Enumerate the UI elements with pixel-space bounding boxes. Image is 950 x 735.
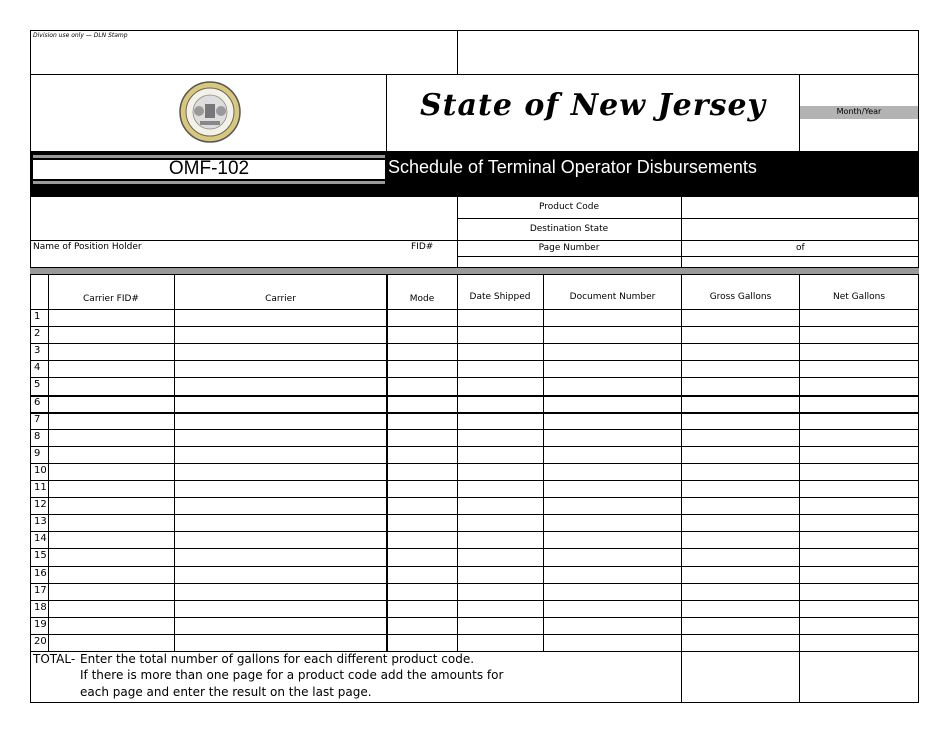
carrier-fid-cell[interactable] [49,464,174,480]
gross-gallons-cell[interactable] [682,584,799,600]
mode-cell[interactable] [388,413,457,429]
carrier-fid-cell[interactable] [49,430,174,446]
state-seal-icon [178,80,242,144]
net-gallons-cell[interactable] [800,378,918,394]
date-shipped-cell[interactable] [458,635,543,651]
mode-cell[interactable] [388,464,457,480]
row-number: 5 [34,379,41,391]
row-divider [30,617,919,618]
col-header-date-shipped: Date Shipped [469,292,531,302]
date-shipped-cell[interactable] [458,327,543,343]
mode-cell[interactable] [388,430,457,446]
mode-cell[interactable] [388,361,457,377]
carrier-fid-cell[interactable] [49,396,174,412]
date-shipped-cell[interactable] [458,515,543,531]
carrier-fid-cell[interactable] [49,498,174,514]
of-label: of [796,243,805,253]
gross-gallons-cell[interactable] [682,464,799,480]
date-shipped-cell[interactable] [458,498,543,514]
document-number-cell[interactable] [544,515,681,531]
date-shipped-cell[interactable] [458,378,543,394]
carrier-cell[interactable] [175,618,386,634]
carrier-fid-cell[interactable] [49,635,174,651]
row-number: 3 [34,345,41,357]
month-year-field[interactable] [800,120,918,150]
document-number-cell[interactable] [544,498,681,514]
banner-gray-stripe-bottom [33,181,385,184]
gross-gallons-cell[interactable] [682,635,799,651]
net-gallons-cell[interactable] [800,361,918,377]
document-number-cell[interactable] [544,584,681,600]
carrier-cell[interactable] [175,584,386,600]
mode-cell[interactable] [388,549,457,565]
mode-cell[interactable] [388,567,457,583]
carrier-fid-cell[interactable] [49,515,174,531]
row-divider [30,480,919,481]
net-gallons-cell[interactable] [800,515,918,531]
carrier-cell[interactable] [175,378,386,394]
date-shipped-cell[interactable] [458,549,543,565]
carrier-fid-cell[interactable] [49,378,174,394]
row-number: 9 [34,447,41,459]
carrier-cell[interactable] [175,601,386,617]
carrier-cell[interactable] [175,447,386,463]
net-gallons-cell[interactable] [800,430,918,446]
col-header-carrier: Carrier [265,294,296,304]
row-divider [30,360,919,361]
carrier-fid-cell[interactable] [49,447,174,463]
row-divider [30,634,919,635]
mode-cell[interactable] [388,378,457,394]
gross-gallons-cell[interactable] [682,361,799,377]
gross-gallons-cell[interactable] [682,481,799,497]
date-shipped-cell[interactable] [458,430,543,446]
product-code-field[interactable] [682,197,918,218]
mode-cell[interactable] [388,327,457,343]
carrier-fid-cell[interactable] [49,618,174,634]
product-code-label: Product Code [538,202,600,212]
net-gallons-cell[interactable] [800,635,918,651]
division-note: Division use only — DLN Stamp [33,32,128,39]
row-divider [30,429,919,430]
carrier-fid-cell[interactable] [49,549,174,565]
destination-state-field[interactable] [682,219,918,240]
net-gallons-cell[interactable] [800,498,918,514]
carrier-cell[interactable] [175,567,386,583]
net-gallons-cell[interactable] [800,584,918,600]
carrier-fid-cell[interactable] [49,310,174,326]
page-number-field[interactable] [682,241,792,256]
row-number: 17 [34,584,47,596]
document-number-cell[interactable] [544,327,681,343]
mode-cell[interactable] [388,310,457,326]
row-divider [30,583,919,584]
gross-gallons-cell[interactable] [682,430,799,446]
row-number: 8 [34,430,41,442]
document-number-cell[interactable] [544,344,681,360]
row-divider [30,395,919,397]
info-divider [30,240,458,241]
document-number-cell[interactable] [544,635,681,651]
row-number: 11 [34,482,47,493]
total-instruction-1: Enter the total number of gallons for each different product code. [80,652,475,666]
col-header-gross-gallons: Gross Gallons [709,292,772,302]
document-number-cell[interactable] [544,413,681,429]
gross-gallons-cell[interactable] [682,498,799,514]
date-shipped-cell[interactable] [458,310,543,326]
document-number-cell[interactable] [544,618,681,634]
document-number-cell[interactable] [544,567,681,583]
row-number: 6 [34,396,41,408]
total-instruction-3: each page and enter the result on the last page. [80,685,372,699]
carrier-fid-cell[interactable] [49,601,174,617]
row-number: 16 [34,567,47,579]
carrier-fid-cell[interactable] [49,344,174,360]
document-number-cell[interactable] [544,378,681,394]
net-gallons-cell[interactable] [800,413,918,429]
gross-gallons-cell[interactable] [682,601,799,617]
row-number: 18 [34,601,47,613]
total-gross-gallons-field[interactable] [682,652,799,702]
row-divider [30,600,919,601]
top-right-box [457,30,919,75]
document-number-cell[interactable] [544,310,681,326]
state-title: State of New Jersey [420,88,766,123]
document-number-cell[interactable] [544,464,681,480]
gross-gallons-cell[interactable] [682,396,799,412]
row-divider [30,514,919,515]
date-shipped-cell[interactable] [458,601,543,617]
gross-gallons-cell[interactable] [682,344,799,360]
mode-cell[interactable] [388,447,457,463]
row-number: 1 [34,311,41,322]
position-holder-label: Name of Position Holder [33,242,142,252]
gross-gallons-cell[interactable] [682,532,799,548]
row-number: 12 [34,499,47,511]
date-shipped-cell[interactable] [458,567,543,583]
mode-cell[interactable] [388,618,457,634]
carrier-cell[interactable] [175,549,386,565]
row-number: 20 [34,635,47,647]
mode-cell[interactable] [388,601,457,617]
date-shipped-cell[interactable] [458,464,543,480]
page-total-field[interactable] [810,241,918,256]
row-divider [30,412,919,414]
net-gallons-cell[interactable] [800,549,918,565]
date-shipped-cell[interactable] [458,361,543,377]
carrier-cell[interactable] [175,327,386,343]
row-divider [30,566,919,567]
mode-cell[interactable] [388,396,457,412]
row-number: 13 [34,516,47,528]
net-gallons-cell[interactable] [800,327,918,343]
row-divider [30,326,919,327]
carrier-fid-cell[interactable] [49,532,174,548]
carrier-fid-cell[interactable] [49,567,174,583]
carrier-cell[interactable] [175,396,386,412]
carrier-fid-cell[interactable] [49,413,174,429]
mode-cell[interactable] [388,481,457,497]
net-gallons-cell[interactable] [800,601,918,617]
total-label: TOTAL- [33,652,76,666]
carrier-fid-cell[interactable] [49,327,174,343]
carrier-cell[interactable] [175,515,386,531]
date-shipped-cell[interactable] [458,413,543,429]
form-number: OMF-102 [168,158,250,179]
row-divider [30,446,919,447]
month-year-label: Month/Year [836,107,882,116]
date-shipped-cell[interactable] [458,344,543,360]
net-gallons-cell[interactable] [800,618,918,634]
document-number-cell[interactable] [544,532,681,548]
mode-cell[interactable] [388,635,457,651]
carrier-cell[interactable] [175,635,386,651]
carrier-fid-cell[interactable] [49,584,174,600]
document-number-cell[interactable] [544,549,681,565]
page-number-label: Page Number [538,243,600,253]
date-shipped-cell[interactable] [458,396,543,412]
gross-gallons-cell[interactable] [682,378,799,394]
col-header-document-number: Document Number [569,292,656,302]
net-gallons-cell[interactable] [800,464,918,480]
gross-gallons-cell[interactable] [682,549,799,565]
date-shipped-cell[interactable] [458,532,543,548]
gross-gallons-cell[interactable] [682,618,799,634]
row-number: 4 [34,362,41,374]
mode-cell[interactable] [388,532,457,548]
carrier-cell[interactable] [175,464,386,480]
form-title: Schedule of Terminal Operator Disbursements [388,157,757,177]
row-number: 14 [34,533,47,545]
mode-cell[interactable] [388,344,457,360]
mode-cell[interactable] [388,584,457,600]
document-number-cell[interactable] [544,430,681,446]
date-shipped-cell[interactable] [458,618,543,634]
row-number: 10 [34,464,47,476]
total-instruction-2: If there is more than one page for a product code add the amounts for [80,668,504,682]
carrier-fid-cell[interactable] [49,361,174,377]
document-number-cell[interactable] [544,447,681,463]
document-number-cell[interactable] [544,601,681,617]
carrier-cell[interactable] [175,481,386,497]
carrier-cell[interactable] [175,532,386,548]
col-header-net-gallons: Net Gallons [832,292,886,302]
gross-gallons-cell[interactable] [682,567,799,583]
net-gallons-cell[interactable] [800,310,918,326]
gross-gallons-cell[interactable] [682,515,799,531]
total-net-gallons-field[interactable] [800,652,918,702]
mode-cell[interactable] [388,498,457,514]
destination-state-label: Destination State [529,224,609,234]
net-gallons-cell[interactable] [800,447,918,463]
row-number: 15 [34,550,47,562]
net-gallons-cell[interactable] [800,344,918,360]
document-number-cell[interactable] [544,396,681,412]
row-number: 19 [34,618,47,630]
row-divider [30,548,919,549]
gross-gallons-cell[interactable] [682,447,799,463]
net-gallons-cell[interactable] [800,396,918,412]
date-shipped-cell[interactable] [458,481,543,497]
date-shipped-cell[interactable] [458,447,543,463]
carrier-cell[interactable] [175,344,386,360]
gross-gallons-cell[interactable] [682,327,799,343]
document-number-cell[interactable] [544,481,681,497]
carrier-cell[interactable] [175,361,386,377]
gross-gallons-cell[interactable] [682,310,799,326]
col-header-mode: Mode [409,294,435,304]
carrier-cell[interactable] [175,310,386,326]
fid-label: FID# [411,242,434,252]
carrier-cell[interactable] [175,498,386,514]
date-shipped-cell[interactable] [458,584,543,600]
row-divider [30,343,919,344]
document-number-cell[interactable] [544,361,681,377]
mode-cell[interactable] [388,515,457,531]
row-divider [30,377,919,378]
carrier-fid-cell[interactable] [49,481,174,497]
gross-gallons-cell[interactable] [682,413,799,429]
net-gallons-cell[interactable] [800,532,918,548]
net-gallons-cell[interactable] [800,567,918,583]
row-number: 2 [34,328,41,340]
row-divider [30,463,919,464]
position-holder-field[interactable] [31,254,457,267]
col-header-carrier-fid: Carrier FID# [83,294,139,304]
row-divider [30,531,919,532]
carrier-cell[interactable] [175,413,386,429]
net-gallons-cell[interactable] [800,481,918,497]
carrier-cell[interactable] [175,430,386,446]
row-divider [30,497,919,498]
row-number: 7 [34,413,41,425]
